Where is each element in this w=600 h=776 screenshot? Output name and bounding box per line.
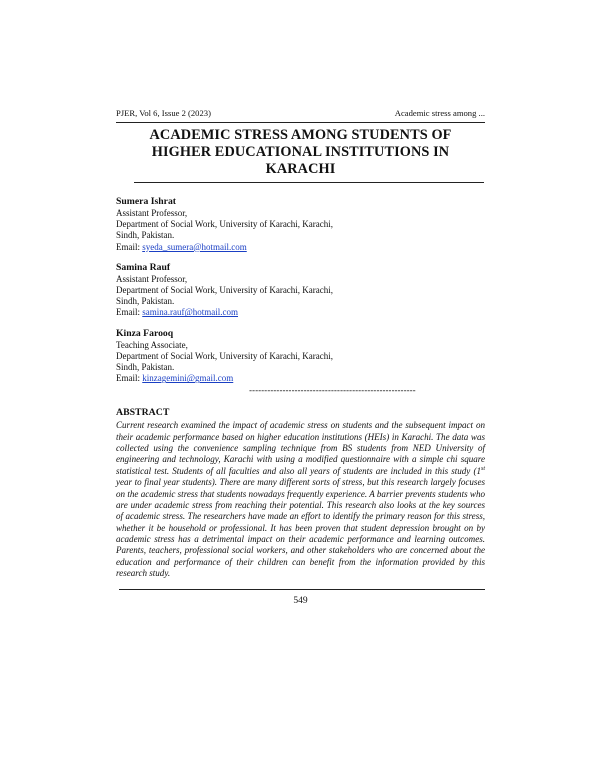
author-role: Assistant Professor, <box>116 208 188 218</box>
title-line-2: HIGHER EDUCATIONAL INSTITUTIONS IN <box>151 144 450 160</box>
author-block <box>116 328 485 385</box>
paper-title <box>116 127 485 178</box>
author-email-link[interactable]: kinzagemini@gmail.com <box>142 373 234 384</box>
author-role: Assistant Professor, <box>116 273 188 284</box>
ordinal-superscript: st <box>480 465 485 472</box>
running-header <box>116 108 485 119</box>
title-rule <box>134 182 484 183</box>
author-list <box>116 196 485 384</box>
running-title: Academic stress among ... <box>394 108 485 118</box>
abstract-text-part-2: year to final year students). There are many different sorts of stress, but this research largely focuses on the academic stress that students nowadays frequently experience. A barrier prevents students who are under academic stress from reaching their potential. This research also looks at the key sources of academic stress. The researchers have made an effort to identify the primary reason for this stress, whether it be household or professional. It has been proven that student depression brought on by academic stress has a detrimental impact on their academic performance and learning outcomes. Parents, teachers, professional social workers, and other stakeholders who are concerned about the education and performance of their children can benefit from the information provided by this research study. <box>116 477 485 578</box>
author-name: Sumera Ishrat <box>116 196 177 207</box>
author-email-line <box>116 307 485 318</box>
author-email-line <box>116 373 485 384</box>
author-name: Samina Rauf <box>116 261 171 273</box>
author-location: Sindh, Pakistan. <box>116 296 175 307</box>
author-department: Department of Social Work, University of Karachi, Karachi, <box>116 350 334 361</box>
abstract-heading: ABSTRACT <box>116 407 170 419</box>
author-location: Sindh, Pakistan. <box>116 230 175 241</box>
author-location: Sindh, Pakistan. <box>116 362 175 373</box>
author-department: Department of Social Work, University of Karachi, Karachi, <box>116 285 334 296</box>
footer-rule <box>119 589 485 590</box>
author-block <box>116 196 485 253</box>
abstract-text-part-1: Current research examined the impact of academic stress on students and the subsequent impact on their academic performance based on higher education institutions (HEIs) in Karachi. The data was collected using the convenience sampling technique from BS students from NED University of engineering and technology, Karachi with using a modified questionnaire with a simple chi square statistical test. Students of all faculties and also all years of students are included in this study (1 <box>116 420 485 476</box>
email-label: Email: <box>116 241 143 252</box>
author-block <box>116 262 485 319</box>
email-label: Email: <box>116 373 143 384</box>
abstract-text <box>116 420 485 579</box>
title-line-1: ACADEMIC STRESS AMONG STUDENTS OF <box>149 127 452 143</box>
title-line-3: KARACHI <box>265 161 336 177</box>
dashed-separator: ------------------------------------------------------- <box>249 385 416 396</box>
author-department: Department of Social Work, University of Karachi, Karachi, <box>116 219 334 230</box>
author-email-line <box>116 242 485 253</box>
email-label: Email: <box>116 307 143 318</box>
author-name: Kinza Farooq <box>116 327 174 339</box>
author-role: Teaching Associate, <box>116 339 188 350</box>
paper-page <box>116 108 485 606</box>
author-email-link[interactable]: syeda_sumera@hotmail.com <box>142 241 247 252</box>
author-email-link[interactable]: samina.rauf@hotmail.com <box>142 307 239 318</box>
journal-citation: PJER, Vol 6, Issue 2 (2023) <box>116 108 211 118</box>
page-number: 549 <box>293 596 308 607</box>
header-rule <box>116 122 485 123</box>
